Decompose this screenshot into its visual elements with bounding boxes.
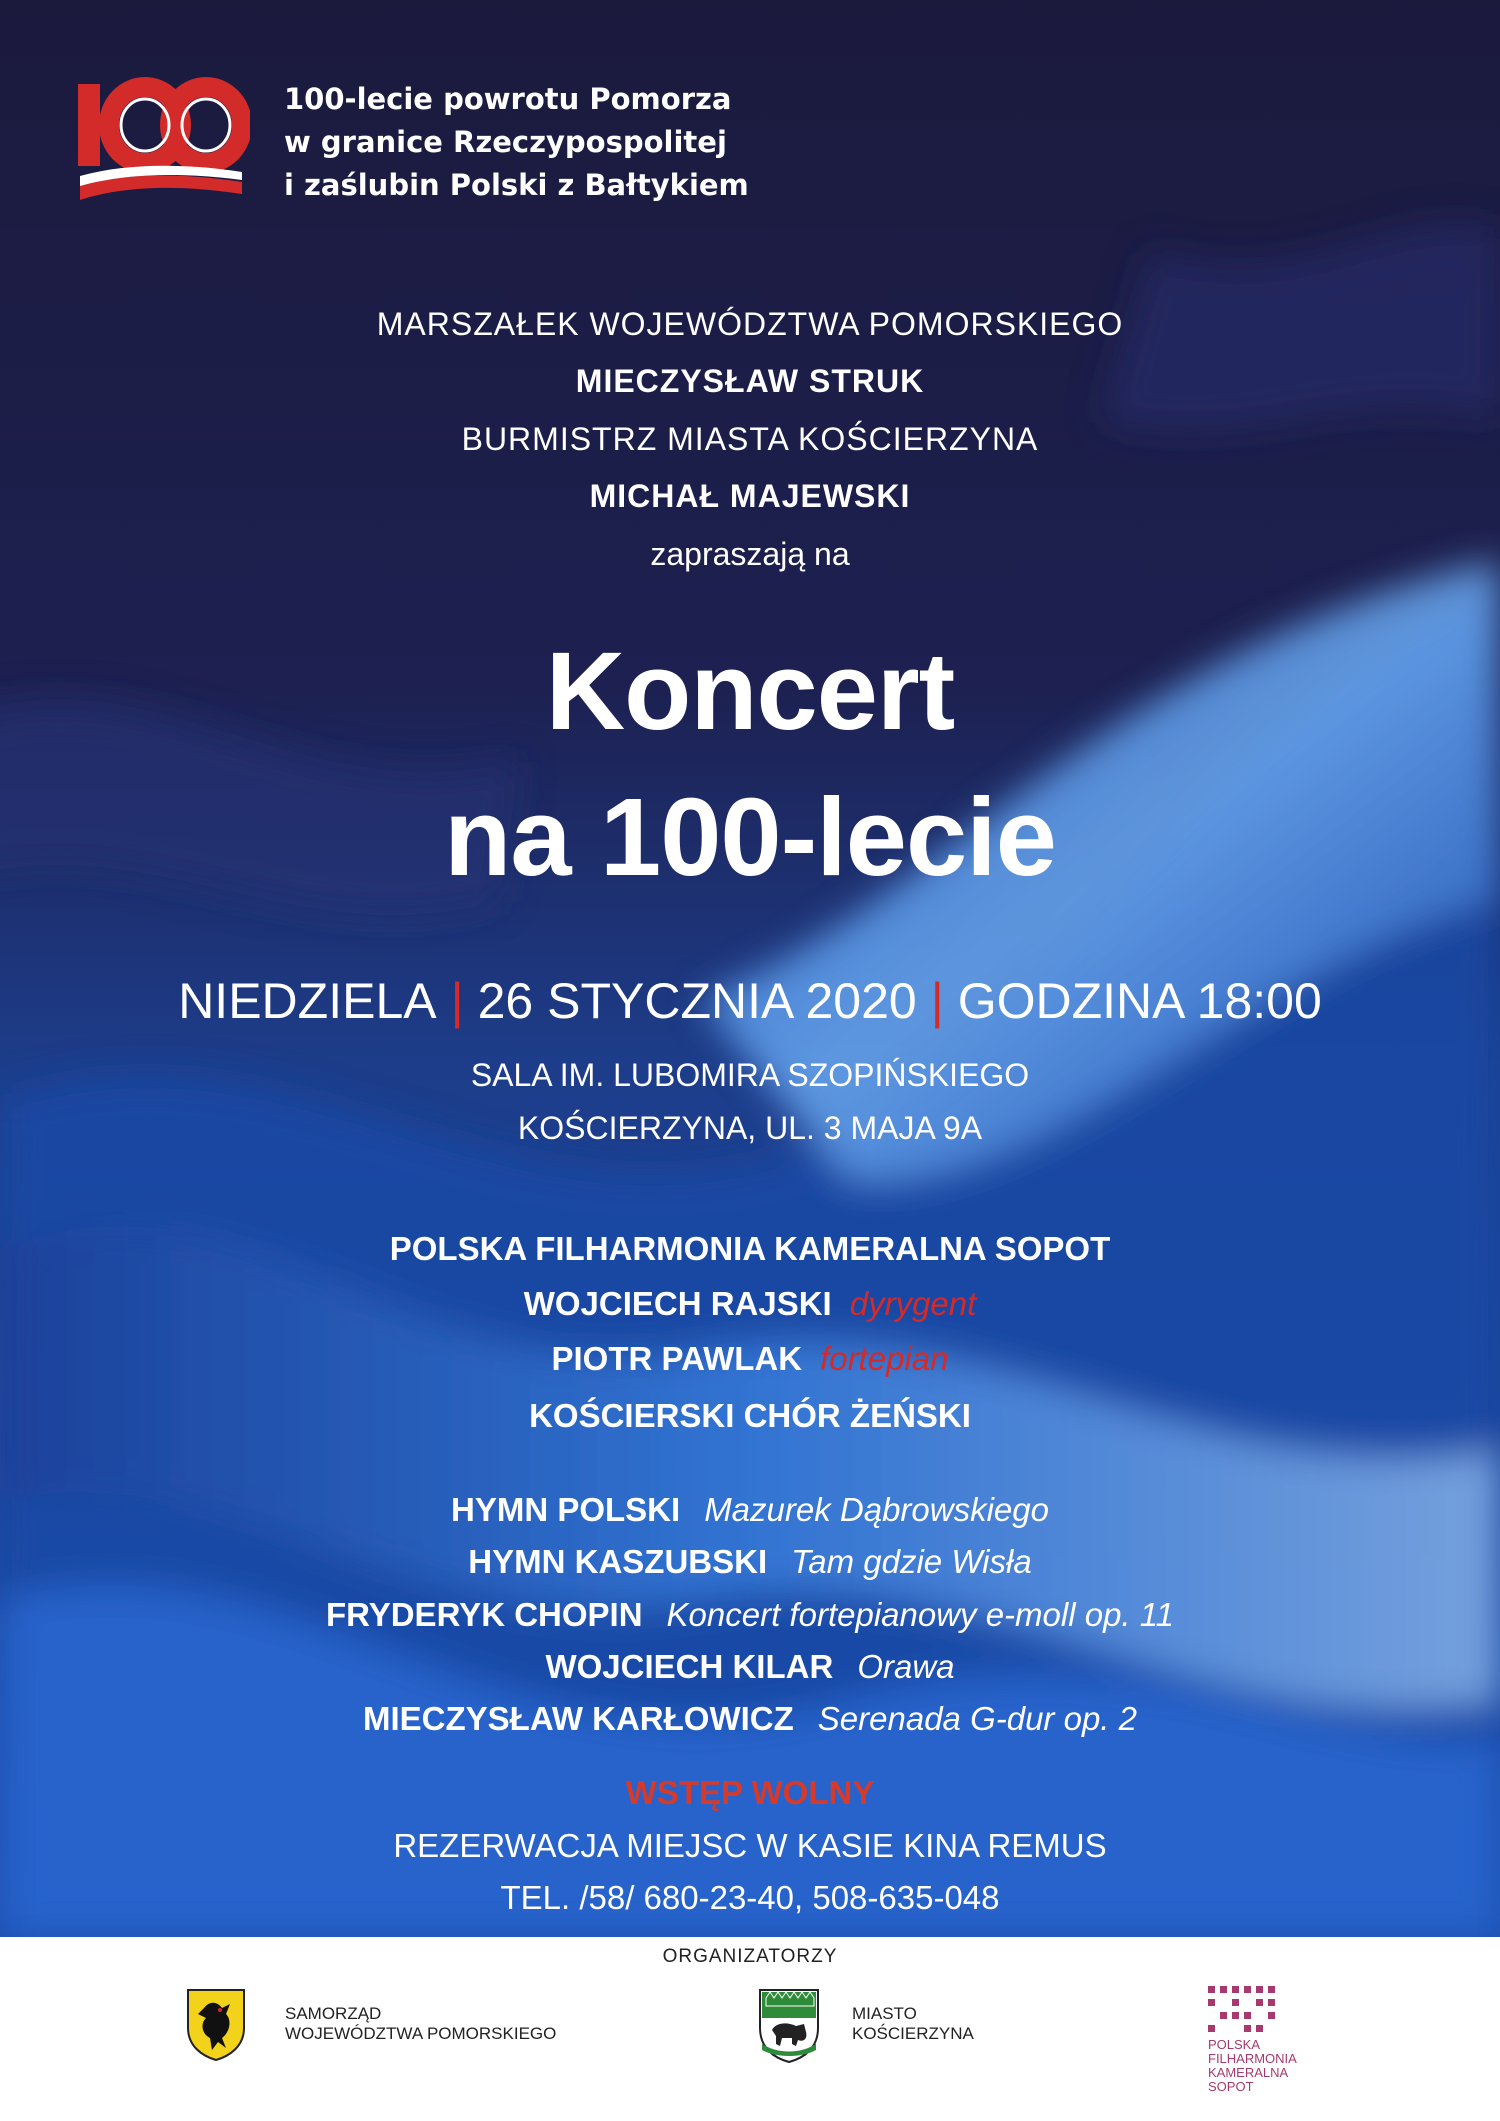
title-line-1: Koncert bbox=[545, 630, 955, 753]
logo-line-2: w granice Rzeczypospolitej bbox=[284, 125, 727, 159]
program-item bbox=[0, 1543, 1500, 1581]
centenary-logo-text bbox=[284, 78, 749, 207]
org2-name bbox=[852, 2004, 974, 2044]
title-line-2: na 100-lecie bbox=[444, 776, 1056, 899]
venue-line-1: SALA IM. LUBOMIRA SZOPIŃSKIEGO bbox=[470, 1057, 1030, 1093]
performer-row bbox=[0, 1230, 1500, 1268]
performer-name: WOJCIECH RAJSKI bbox=[523, 1285, 832, 1322]
koscierzyna-crest-icon bbox=[758, 1988, 820, 2064]
pomorskie-crest-icon bbox=[186, 1988, 246, 2062]
performer-name: KOŚCIERSKI CHÓR ŻEŃSKI bbox=[529, 1397, 971, 1434]
performer-role: fortepian bbox=[820, 1340, 949, 1377]
org2-line-1: MIASTO bbox=[852, 2004, 917, 2023]
program-item bbox=[0, 1491, 1500, 1529]
program-item bbox=[0, 1700, 1500, 1738]
performer-row bbox=[0, 1397, 1500, 1435]
org3-line-4: SOPOT bbox=[1208, 2079, 1254, 2094]
org3-line-3: KAMERALNA bbox=[1208, 2065, 1289, 2080]
logo-line-3: i zaślubin Polski z Bałtykiem bbox=[284, 168, 749, 202]
date-separator: | bbox=[450, 973, 464, 1029]
program-work: Koncert fortepianowy e-moll op. 11 bbox=[666, 1596, 1175, 1633]
date-time: GODZINA 18:00 bbox=[957, 973, 1322, 1029]
phone-info: TEL. /58/ 680-23-40, 508-635-048 bbox=[500, 1879, 1000, 1916]
performer-role: dyrygent bbox=[849, 1285, 977, 1322]
invite-line-2: MIECZYSŁAW STRUK bbox=[575, 363, 925, 399]
performer-name: PIOTR PAWLAK bbox=[551, 1340, 803, 1377]
program-item bbox=[0, 1648, 1500, 1686]
org1-name bbox=[285, 2004, 556, 2044]
program-work: Orawa bbox=[857, 1648, 955, 1685]
performer-name: POLSKA FILHARMONIA KAMERALNA SOPOT bbox=[389, 1230, 1111, 1267]
organizers-label: ORGANIZATORZY bbox=[662, 1946, 838, 1967]
invite-line-4: MICHAŁ MAJEWSKI bbox=[589, 478, 911, 514]
org1-line-2: WOJEWÓDZTWA POMORSKIEGO bbox=[285, 2024, 557, 2043]
program-work: Tam gdzie Wisła bbox=[791, 1543, 1032, 1580]
performer-row bbox=[0, 1285, 1500, 1323]
program-composer: HYMN KASZUBSKI bbox=[468, 1543, 768, 1580]
pfk-sopot-logo-icon bbox=[1208, 1986, 1288, 2032]
org3-name bbox=[1208, 2038, 1297, 2094]
program-composer: WOJCIECH KILAR bbox=[545, 1648, 834, 1685]
program-work: Mazurek Dąbrowskiego bbox=[704, 1491, 1049, 1528]
program-composer: MIECZYSŁAW KARŁOWICZ bbox=[362, 1700, 794, 1737]
invite-line-1: MARSZAŁEK WOJEWÓDZTWA POMORSKIEGO bbox=[376, 306, 1124, 342]
centenary-logo-icon bbox=[70, 76, 250, 212]
invite-line-5: zapraszają na bbox=[650, 536, 850, 572]
program-composer: HYMN POLSKI bbox=[451, 1491, 681, 1528]
reservation-info: REZERWACJA MIEJSC W KASIE KINA REMUS bbox=[393, 1827, 1107, 1864]
org1-line-1: SAMORZĄD bbox=[285, 2004, 382, 2023]
org3-line-1: POLSKA bbox=[1208, 2037, 1261, 2052]
event-date bbox=[0, 972, 1500, 1030]
performer-row bbox=[0, 1340, 1500, 1378]
invite-line-3: BURMISTRZ MIASTA KOŚCIERZYNA bbox=[461, 421, 1039, 457]
program-composer: FRYDERYK CHOPIN bbox=[325, 1596, 643, 1633]
admission-free: WSTĘP WOLNY bbox=[625, 1774, 875, 1811]
date-separator: | bbox=[930, 973, 944, 1029]
program-work: Serenada G-dur op. 2 bbox=[817, 1700, 1137, 1737]
date-date: 26 STYCZNIA 2020 bbox=[477, 973, 917, 1029]
date-day: NIEDZIELA bbox=[178, 973, 437, 1029]
program-item bbox=[0, 1596, 1500, 1634]
org2-line-2: KOŚCIERZYNA bbox=[852, 2024, 974, 2043]
org3-line-2: FILHARMONIA bbox=[1208, 2051, 1297, 2066]
logo-line-1: 100-lecie powrotu Pomorza bbox=[284, 82, 732, 116]
venue-line-2: KOŚCIERZYNA, UL. 3 MAJA 9A bbox=[517, 1110, 983, 1146]
